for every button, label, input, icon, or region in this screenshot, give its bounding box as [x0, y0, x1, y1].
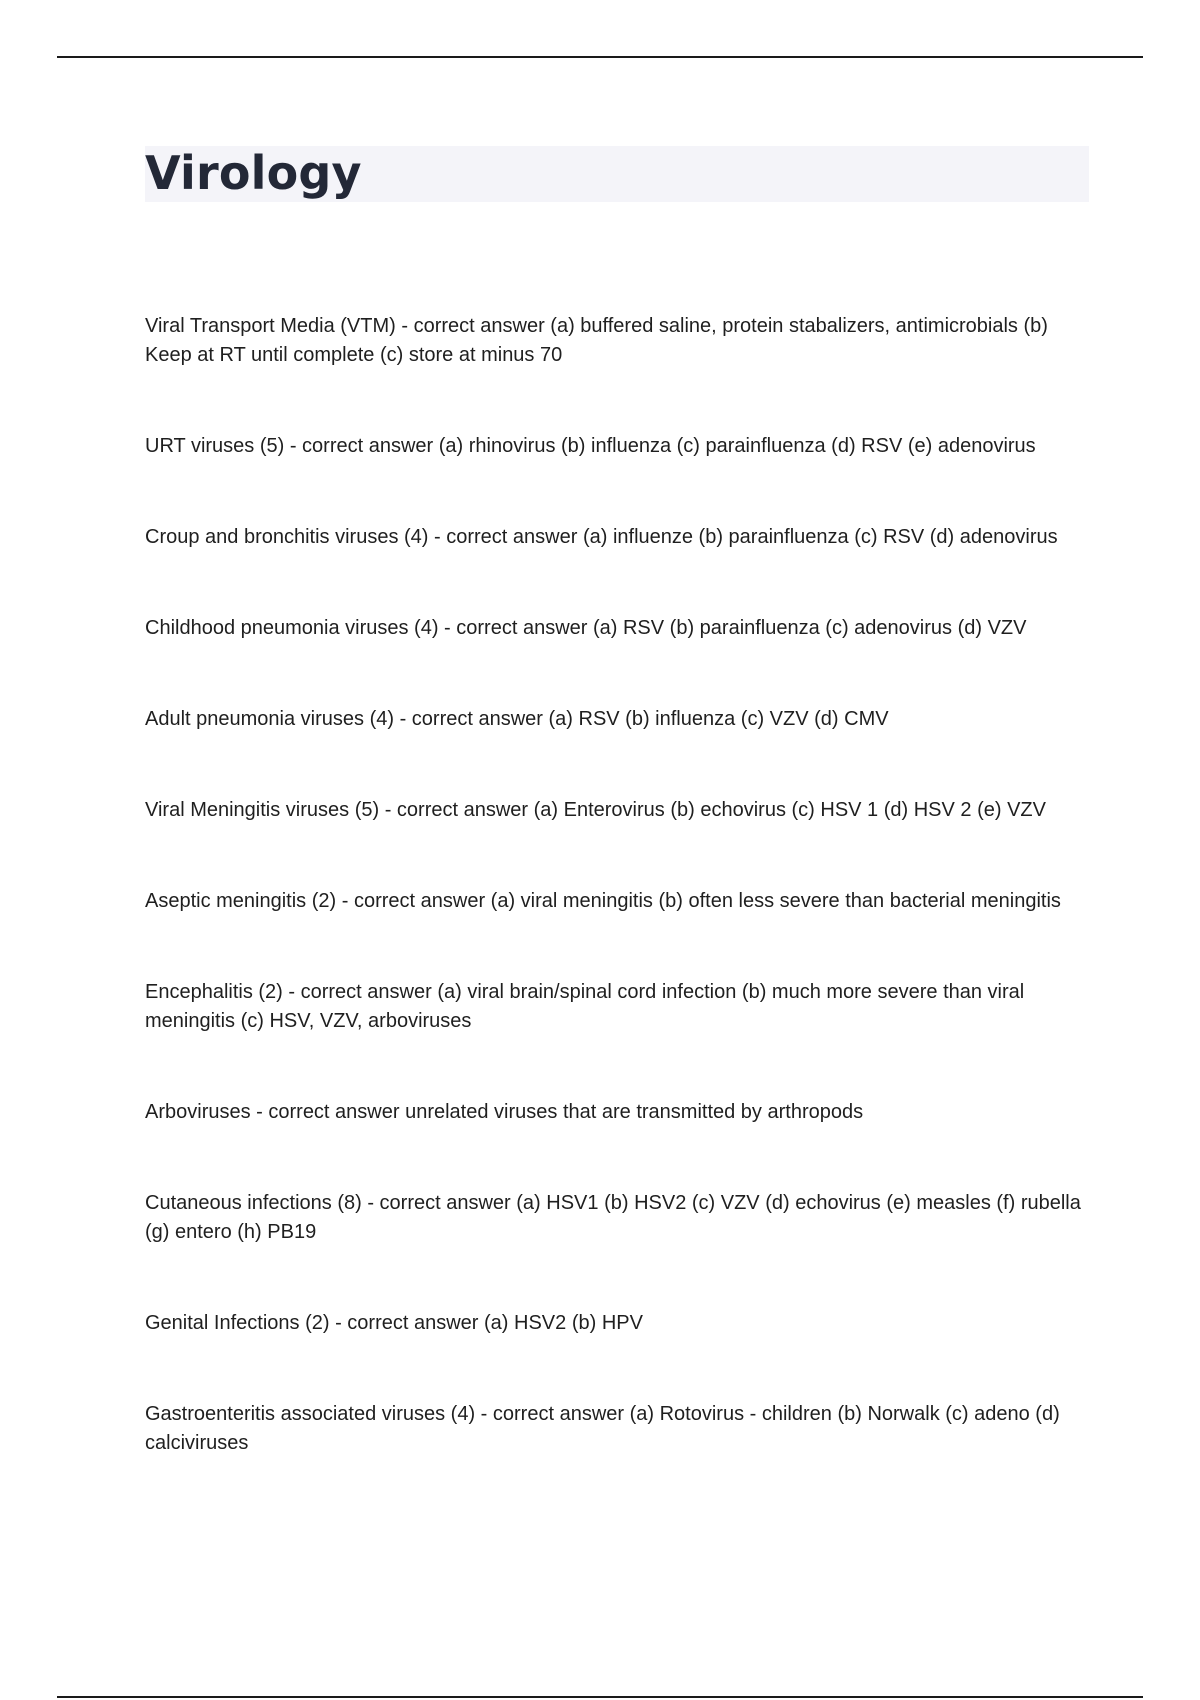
flashcard-entry: Adult pneumonia viruses (4) - correct answer (a) RSV (b) influenza (c) VZV (d) CMV [145, 708, 889, 730]
flashcard-entry: Childhood pneumonia viruses (4) - correct answer (a) RSV (b) parainfluenza (c) adenovirus (d) VZV [145, 617, 1027, 639]
flashcard-entry: Encephalitis (2) - correct answer (a) viral brain/spinal cord infection (b) much more severe than viral meningitis (c) HSV, VZV, arboviruses [145, 981, 1025, 1032]
flashcard-entry: Arboviruses - correct answer unrelated viruses that are transmitted by arthropods [145, 1101, 864, 1123]
flashcard-entry: Croup and bronchitis viruses (4) - correct answer (a) influenze (b) parainfluenza (c) RSV (d) adenovirus [145, 526, 1058, 548]
flashcard-entry: Viral Meningitis viruses (5) - correct answer (a) Enterovirus (b) echovirus (c) HSV 1 (d) HSV 2 (e) VZV [145, 799, 1046, 821]
page-title: Virology [145, 146, 362, 200]
flashcard-entry: Viral Transport Media (VTM) - correct answer (a) buffered saline, protein stabalizers, antimicrobials (b) Keep at RT until complete (c) store at minus 70 [145, 315, 1048, 366]
flashcard-entry: URT viruses (5) - correct answer (a) rhinovirus (b) influenza (c) parainfluenza (d) RSV (e) adenovirus [145, 435, 1036, 457]
flashcard-entry: Gastroenteritis associated viruses (4) - correct answer (a) Rotovirus - children (b) Norwalk (c) adeno (d) calciviruses [145, 1403, 1060, 1454]
bottom-rule [57, 1696, 1143, 1698]
top-rule [57, 56, 1143, 58]
title-banner [145, 146, 1089, 202]
flashcard-entry: Cutaneous infections (8) - correct answer (a) HSV1 (b) HSV2 (c) VZV (d) echovirus (e) measles (f) rubella (g) entero (h) PB19 [145, 1192, 1081, 1243]
flashcard-entry: Genital Infections (2) - correct answer (a) HSV2 (b) HPV [145, 1312, 643, 1334]
flashcard-list [145, 292, 1090, 1520]
flashcard-entry: Aseptic meningitis (2) - correct answer (a) viral meningitis (b) often less severe than bacterial meningitis [145, 890, 1061, 912]
